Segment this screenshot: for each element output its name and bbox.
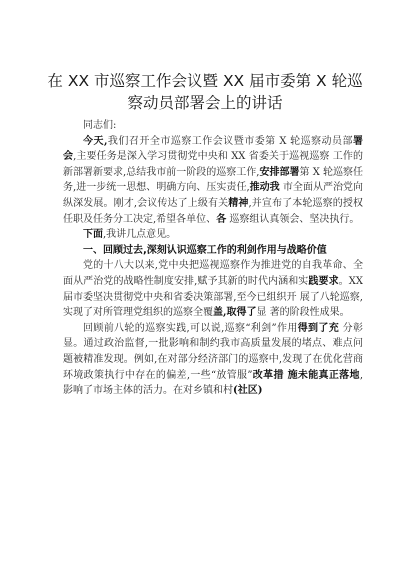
text-bold: 署会 (63, 135, 363, 163)
paragraph-background (63, 258, 363, 320)
text: 巡察组认真领会、坚决执行。 (226, 213, 360, 225)
section-heading: 一、回顾过去,深刻认识巡察工作的利剑作用与战略价值 (83, 244, 327, 256)
text: ,并宣布了本轮巡察的授权任职及任务分工决定,希望各单位、 (63, 197, 363, 225)
salutation: 同志们: (83, 120, 117, 131)
text-bold: 各 (216, 213, 227, 225)
text-bold: 推动我 (249, 182, 280, 194)
text-bold: 下面 (83, 229, 103, 241)
text-bold: 践要求 (308, 275, 339, 287)
text: 党的十八大以来,党中央把巡视巡察作为推进党的自我革命、全面从严治党的战略性制度安排,赋予其新的时代内涵和实 (63, 260, 363, 287)
text: 显 著的阶段性成果。 (256, 307, 350, 319)
text: 我们召开全市巡察工作会议暨市委第 X 轮巡察动员部 (107, 135, 353, 147)
text-bold: 今天, (83, 135, 108, 147)
text: 分彰显。通过政治监督,一批影响和制约我市高质量发展的堵点、难点问题被精准发现。例如,在对部分经济部门的巡察中,发现了在优化营商环境政策执行中存在的偏差,一些“放管服” (63, 322, 363, 381)
text-bold: 精神 (228, 197, 249, 209)
text: 第 X 轮巡察任务,进一步统一思想、明确方向、压实责任, (63, 166, 364, 194)
text-bold: 盖,取得了 (213, 307, 257, 319)
document-body (63, 118, 363, 399)
text: 回顾前八轮的巡察实践,可以说,巡察“利剑”作用 (83, 322, 298, 334)
text: 市全面从严治党向纵深发展。刚才,会议传达了上级有关 (63, 182, 363, 209)
paragraph-transition (63, 227, 363, 243)
text: ,我讲几点意见。 (103, 229, 177, 241)
text-bold: (社区) (233, 385, 263, 397)
paragraph-intro (63, 134, 363, 228)
paragraph-review (63, 321, 363, 399)
page-title: 在 XX 市巡察工作会议暨 XX 届市委第 X 轮巡察动员部署会上的讲话 (47, 72, 363, 112)
text-bold: 得到了充 (297, 322, 340, 334)
text-bold: 安排部署 (259, 166, 300, 178)
text-bold: 改革措 施未能真正落地 (252, 369, 360, 381)
text: ,影响了市场主体的活力。在对乡镇和村 (63, 369, 363, 397)
text: ,主要任务是深入学习贯彻党中央和 XX 省委关于巡视巡察 工作的新部署新要求,总结我市前一阶段的巡察工作, (63, 151, 364, 178)
text: 。XX 届市委坚决贯彻党中央和省委决策部署,至今已组织开 展了八轮巡察,实现了对所管理党组织的巡察全覆 (63, 275, 363, 319)
